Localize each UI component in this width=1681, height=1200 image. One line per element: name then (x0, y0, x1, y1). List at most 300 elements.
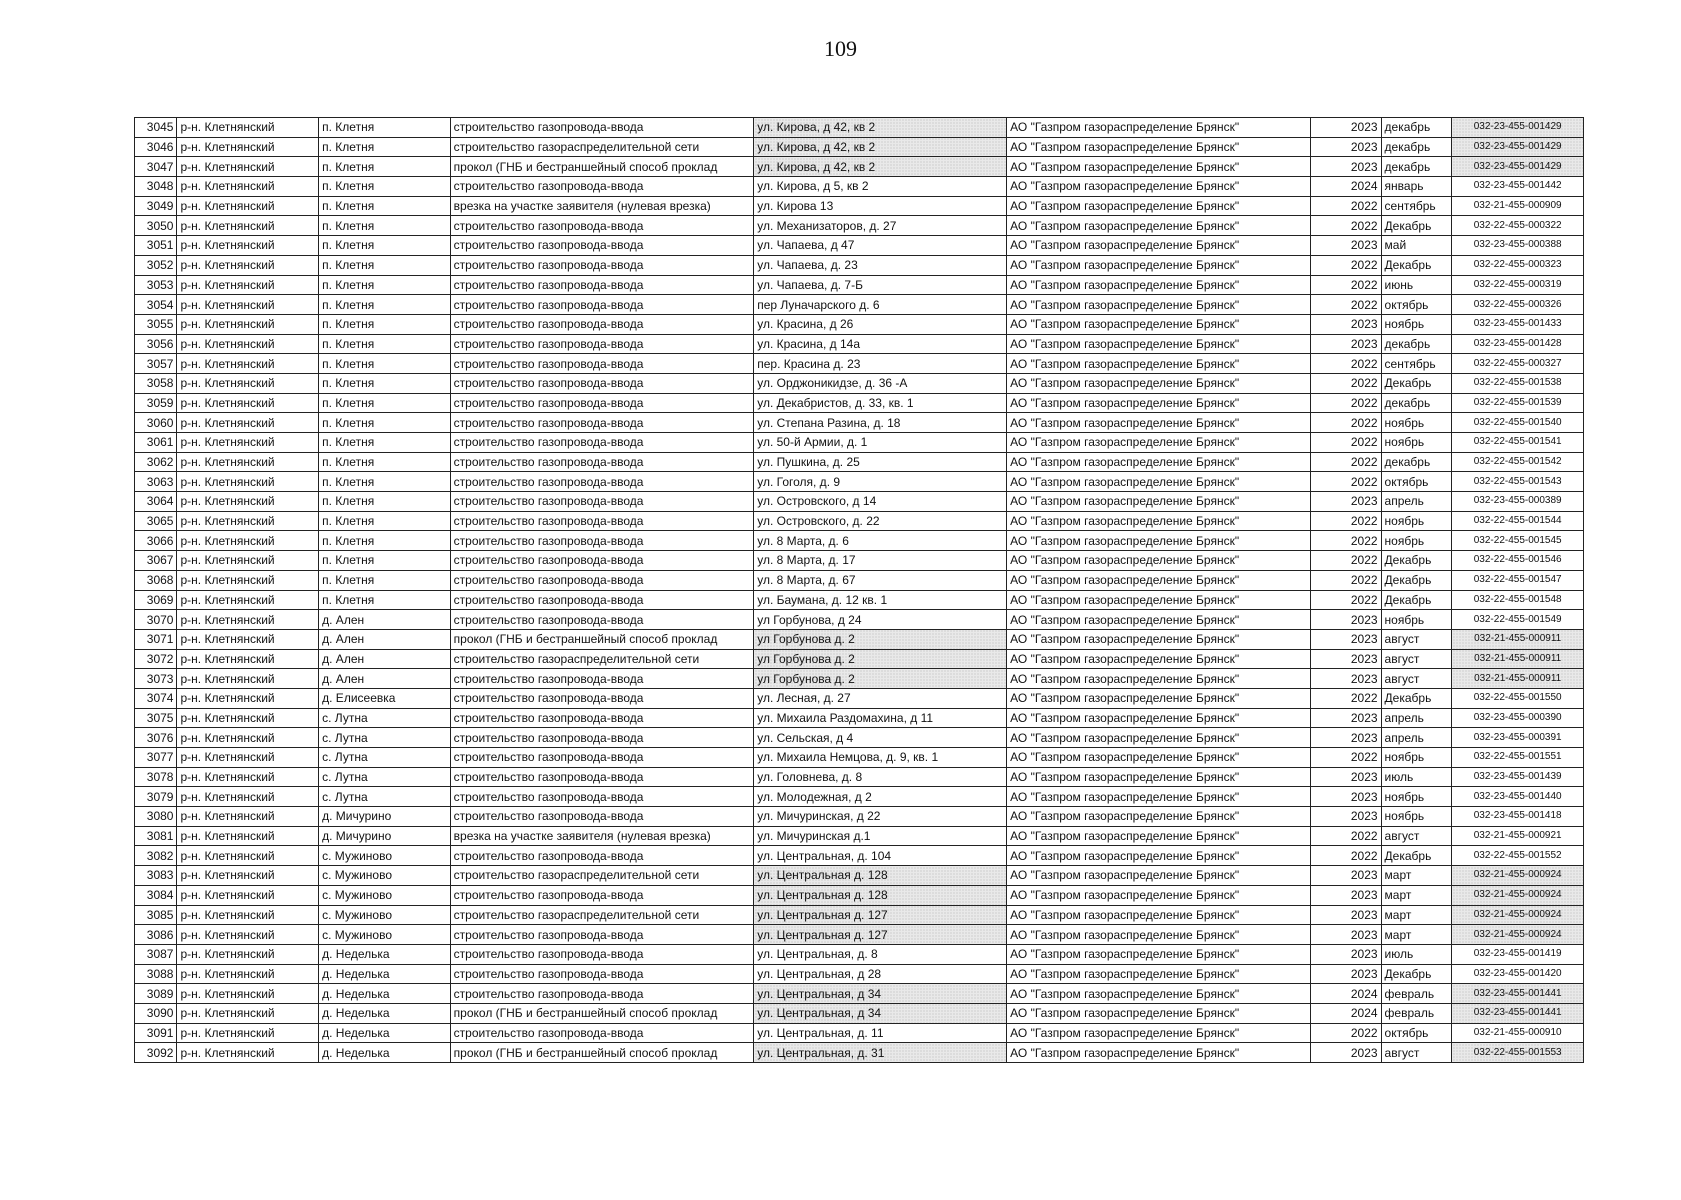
settlement-cell: п. Клетня (319, 314, 451, 334)
month-cell: Декабрь (1381, 688, 1452, 708)
year-cell: 2022 (1310, 373, 1381, 393)
settlement-cell: п. Клетня (319, 433, 451, 453)
year-cell: 2022 (1310, 255, 1381, 275)
month-cell: май (1381, 236, 1452, 256)
district-cell: р-н. Клетнянский (177, 787, 319, 807)
year-cell: 2023 (1310, 669, 1381, 689)
organization-cell: АО "Газпром газораспределение Брянск" (1007, 393, 1311, 413)
settlement-cell: п. Клетня (319, 196, 451, 216)
district-cell: р-н. Клетнянский (177, 177, 319, 197)
row-number-cell: 3059 (135, 393, 177, 413)
year-cell: 2023 (1310, 1043, 1381, 1063)
year-cell: 2023 (1310, 236, 1381, 256)
table-row (135, 610, 1584, 630)
address-cell: ул. Центральная д. 127 (754, 905, 1007, 925)
settlement-cell: с. Мужиново (319, 905, 451, 925)
organization-cell: АО "Газпром газораспределение Брянск" (1007, 295, 1311, 315)
address-cell: ул. Центральная, д 34 (754, 984, 1007, 1004)
district-cell: р-н. Клетнянский (177, 255, 319, 275)
month-cell: декабрь (1381, 118, 1452, 138)
district-cell: р-н. Клетнянский (177, 137, 319, 157)
month-cell: Декабрь (1381, 590, 1452, 610)
row-number-cell: 3052 (135, 255, 177, 275)
register-body (135, 118, 1584, 1063)
request-code-cell: 032-22-455-001550 (1452, 688, 1584, 708)
request-code-cell: 032-22-455-001545 (1452, 531, 1584, 551)
settlement-cell: п. Клетня (319, 570, 451, 590)
settlement-cell: с. Лутна (319, 748, 451, 768)
row-number-cell: 3048 (135, 177, 177, 197)
request-code-cell: 032-21-455-000910 (1452, 1023, 1584, 1043)
request-code-cell: 032-22-455-001547 (1452, 570, 1584, 590)
settlement-cell: с. Лутна (319, 787, 451, 807)
row-number-cell: 3084 (135, 885, 177, 905)
settlement-cell: п. Клетня (319, 452, 451, 472)
month-cell: декабрь (1381, 157, 1452, 177)
district-cell: р-н. Клетнянский (177, 157, 319, 177)
table-row (135, 275, 1584, 295)
row-number-cell: 3077 (135, 748, 177, 768)
address-cell: ул. Чапаева, д. 23 (754, 255, 1007, 275)
organization-cell: АО "Газпром газораспределение Брянск" (1007, 433, 1311, 453)
settlement-cell: с. Мужиново (319, 885, 451, 905)
table-row (135, 1003, 1584, 1023)
address-cell: ул. Степана Разина, д. 18 (754, 413, 1007, 433)
work-type-cell: строительство газопровода-ввода (450, 708, 754, 728)
table-row (135, 531, 1584, 551)
settlement-cell: п. Клетня (319, 236, 451, 256)
row-number-cell: 3066 (135, 531, 177, 551)
year-cell: 2023 (1310, 118, 1381, 138)
request-code-cell: 032-22-455-001542 (1452, 452, 1584, 472)
work-type-cell: строительство газопровода-ввода (450, 787, 754, 807)
row-number-cell: 3074 (135, 688, 177, 708)
year-cell: 2023 (1310, 137, 1381, 157)
district-cell: р-н. Клетнянский (177, 413, 319, 433)
table-row (135, 846, 1584, 866)
year-cell: 2023 (1310, 866, 1381, 886)
work-type-cell: строительство газопровода-ввода (450, 669, 754, 689)
table-row (135, 196, 1584, 216)
organization-cell: АО "Газпром газораспределение Брянск" (1007, 669, 1311, 689)
request-code-cell: 032-22-455-000327 (1452, 354, 1584, 374)
address-cell: ул. Кирова, д 42, кв 2 (754, 137, 1007, 157)
settlement-cell: с. Мужиново (319, 925, 451, 945)
request-code-cell: 032-23-455-000388 (1452, 236, 1584, 256)
work-type-cell: прокол (ГНБ и бестраншейный способ проклад (450, 157, 754, 177)
month-cell: август (1381, 826, 1452, 846)
work-type-cell: строительство газораспределительной сети (450, 905, 754, 925)
work-type-cell: строительство газопровода-ввода (450, 373, 754, 393)
settlement-cell: д. Ален (319, 610, 451, 630)
address-cell: ул. Центральная, д 28 (754, 964, 1007, 984)
settlement-cell: п. Клетня (319, 137, 451, 157)
organization-cell: АО "Газпром газораспределение Брянск" (1007, 354, 1311, 374)
district-cell: р-н. Клетнянский (177, 531, 319, 551)
address-cell: ул. Центральная, д. 8 (754, 944, 1007, 964)
district-cell: р-н. Клетнянский (177, 216, 319, 236)
table-row (135, 452, 1584, 472)
work-type-cell: строительство газопровода-ввода (450, 354, 754, 374)
district-cell: р-н. Клетнянский (177, 236, 319, 256)
row-number-cell: 3067 (135, 551, 177, 571)
settlement-cell: д. Ален (319, 649, 451, 669)
address-cell: ул. Молодежная, д 2 (754, 787, 1007, 807)
request-code-cell: 032-21-455-000909 (1452, 196, 1584, 216)
row-number-cell: 3046 (135, 137, 177, 157)
district-cell: р-н. Клетнянский (177, 708, 319, 728)
year-cell: 2023 (1310, 964, 1381, 984)
organization-cell: АО "Газпром газораспределение Брянск" (1007, 531, 1311, 551)
settlement-cell: д. Неделька (319, 944, 451, 964)
row-number-cell: 3083 (135, 866, 177, 886)
table-row (135, 570, 1584, 590)
organization-cell: АО "Газпром газораспределение Брянск" (1007, 610, 1311, 630)
district-cell: р-н. Клетнянский (177, 748, 319, 768)
organization-cell: АО "Газпром газораспределение Брянск" (1007, 551, 1311, 571)
address-cell: ул. Кирова, д 5, кв 2 (754, 177, 1007, 197)
row-number-cell: 3050 (135, 216, 177, 236)
year-cell: 2022 (1310, 531, 1381, 551)
row-number-cell: 3061 (135, 433, 177, 453)
table-row (135, 177, 1584, 197)
month-cell: июль (1381, 944, 1452, 964)
year-cell: 2023 (1310, 334, 1381, 354)
month-cell: январь (1381, 177, 1452, 197)
work-type-cell: строительство газопровода-ввода (450, 393, 754, 413)
year-cell: 2022 (1310, 748, 1381, 768)
year-cell: 2023 (1310, 314, 1381, 334)
district-cell: р-н. Клетнянский (177, 551, 319, 571)
request-code-cell: 032-22-455-000326 (1452, 295, 1584, 315)
month-cell: Декабрь (1381, 373, 1452, 393)
address-cell: ул. Кирова 13 (754, 196, 1007, 216)
row-number-cell: 3065 (135, 511, 177, 531)
month-cell: сентябрь (1381, 196, 1452, 216)
district-cell: р-н. Клетнянский (177, 373, 319, 393)
request-code-cell: 032-22-455-001538 (1452, 373, 1584, 393)
work-type-cell: строительство газопровода-ввода (450, 944, 754, 964)
request-code-cell: 032-22-455-001552 (1452, 846, 1584, 866)
work-type-cell: строительство газопровода-ввода (450, 275, 754, 295)
request-code-cell: 032-22-455-001548 (1452, 590, 1584, 610)
organization-cell: АО "Газпром газораспределение Брянск" (1007, 688, 1311, 708)
organization-cell: АО "Газпром газораспределение Брянск" (1007, 216, 1311, 236)
month-cell: ноябрь (1381, 787, 1452, 807)
address-cell: ул. Лесная, д. 27 (754, 688, 1007, 708)
month-cell: апрель (1381, 492, 1452, 512)
work-type-cell: прокол (ГНБ и бестраншейный способ проклад (450, 1043, 754, 1063)
address-cell: ул. Красина, д 26 (754, 314, 1007, 334)
request-code-cell: 032-21-455-000924 (1452, 885, 1584, 905)
district-cell: р-н. Клетнянский (177, 354, 319, 374)
table-row (135, 807, 1584, 827)
month-cell: декабрь (1381, 334, 1452, 354)
work-type-cell: строительство газопровода-ввода (450, 295, 754, 315)
work-type-cell: строительство газопровода-ввода (450, 492, 754, 512)
row-number-cell: 3086 (135, 925, 177, 945)
year-cell: 2023 (1310, 610, 1381, 630)
row-number-cell: 3085 (135, 905, 177, 925)
organization-cell: АО "Газпром газораспределение Брянск" (1007, 787, 1311, 807)
month-cell: декабрь (1381, 452, 1452, 472)
request-code-cell: 032-23-455-000389 (1452, 492, 1584, 512)
row-number-cell: 3069 (135, 590, 177, 610)
table-row (135, 649, 1584, 669)
district-cell: р-н. Клетнянский (177, 196, 319, 216)
settlement-cell: п. Клетня (319, 354, 451, 374)
month-cell: сентябрь (1381, 354, 1452, 374)
row-number-cell: 3087 (135, 944, 177, 964)
month-cell: февраль (1381, 984, 1452, 1004)
table-row (135, 295, 1584, 315)
row-number-cell: 3049 (135, 196, 177, 216)
month-cell: август (1381, 1043, 1452, 1063)
request-code-cell: 032-23-455-001429 (1452, 137, 1584, 157)
request-code-cell: 032-22-455-001543 (1452, 472, 1584, 492)
table-row (135, 826, 1584, 846)
year-cell: 2023 (1310, 629, 1381, 649)
table-row (135, 236, 1584, 256)
table-row (135, 748, 1584, 768)
address-cell: ул. Центральная д. 127 (754, 925, 1007, 945)
work-type-cell: строительство газопровода-ввода (450, 885, 754, 905)
month-cell: Декабрь (1381, 964, 1452, 984)
work-type-cell: строительство газопровода-ввода (450, 964, 754, 984)
address-cell: ул. Головнева, д. 8 (754, 767, 1007, 787)
table-row (135, 708, 1584, 728)
page-number: 109 (824, 36, 857, 61)
work-type-cell: строительство газопровода-ввода (450, 314, 754, 334)
table-row (135, 669, 1584, 689)
district-cell: р-н. Клетнянский (177, 925, 319, 945)
settlement-cell: п. Клетня (319, 492, 451, 512)
year-cell: 2023 (1310, 807, 1381, 827)
work-type-cell: строительство газораспределительной сети (450, 866, 754, 886)
table-row (135, 925, 1584, 945)
district-cell: р-н. Клетнянский (177, 1003, 319, 1023)
month-cell: август (1381, 649, 1452, 669)
work-type-cell: строительство газопровода-ввода (450, 177, 754, 197)
address-cell: ул. Мичуринская, д 22 (754, 807, 1007, 827)
year-cell: 2023 (1310, 157, 1381, 177)
year-cell: 2023 (1310, 492, 1381, 512)
year-cell: 2023 (1310, 905, 1381, 925)
address-cell: ул. Михаила Немцова, д. 9, кв. 1 (754, 748, 1007, 768)
month-cell: август (1381, 629, 1452, 649)
work-type-cell: строительство газопровода-ввода (450, 452, 754, 472)
district-cell: р-н. Клетнянский (177, 610, 319, 630)
row-number-cell: 3076 (135, 728, 177, 748)
address-cell: ул. Чапаева, д. 7-Б (754, 275, 1007, 295)
request-code-cell: 032-23-455-001441 (1452, 984, 1584, 1004)
request-code-cell: 032-22-455-001539 (1452, 393, 1584, 413)
organization-cell: АО "Газпром газораспределение Брянск" (1007, 275, 1311, 295)
month-cell: Декабрь (1381, 255, 1452, 275)
month-cell: ноябрь (1381, 807, 1452, 827)
organization-cell: АО "Газпром газораспределение Брянск" (1007, 767, 1311, 787)
table-row (135, 767, 1584, 787)
month-cell: август (1381, 669, 1452, 689)
request-code-cell: 032-21-455-000911 (1452, 669, 1584, 689)
organization-cell: АО "Газпром газораспределение Брянск" (1007, 492, 1311, 512)
organization-cell: АО "Газпром газораспределение Брянск" (1007, 649, 1311, 669)
year-cell: 2022 (1310, 452, 1381, 472)
gas-connection-register-table (134, 117, 1584, 1063)
month-cell: февраль (1381, 1003, 1452, 1023)
month-cell: апрель (1381, 708, 1452, 728)
district-cell: р-н. Клетнянский (177, 688, 319, 708)
work-type-cell: строительство газопровода-ввода (450, 216, 754, 236)
month-cell: Декабрь (1381, 216, 1452, 236)
request-code-cell: 032-22-455-001551 (1452, 748, 1584, 768)
year-cell: 2022 (1310, 393, 1381, 413)
year-cell: 2023 (1310, 925, 1381, 945)
address-cell: ул. Орджоникидзе, д. 36 -А (754, 373, 1007, 393)
settlement-cell: п. Клетня (319, 393, 451, 413)
district-cell: р-н. Клетнянский (177, 984, 319, 1004)
district-cell: р-н. Клетнянский (177, 866, 319, 886)
table-row (135, 1023, 1584, 1043)
work-type-cell: строительство газопровода-ввода (450, 767, 754, 787)
month-cell: ноябрь (1381, 610, 1452, 630)
table-row (135, 629, 1584, 649)
month-cell: март (1381, 866, 1452, 886)
work-type-cell: строительство газопровода-ввода (450, 570, 754, 590)
organization-cell: АО "Газпром газораспределение Брянск" (1007, 1003, 1311, 1023)
month-cell: Декабрь (1381, 570, 1452, 590)
request-code-cell: 032-21-455-000911 (1452, 629, 1584, 649)
row-number-cell: 3063 (135, 472, 177, 492)
month-cell: ноябрь (1381, 748, 1452, 768)
year-cell: 2022 (1310, 846, 1381, 866)
address-cell: ул. Сельская, д 4 (754, 728, 1007, 748)
year-cell: 2024 (1310, 177, 1381, 197)
work-type-cell: строительство газопровода-ввода (450, 590, 754, 610)
table-row (135, 866, 1584, 886)
work-type-cell: строительство газопровода-ввода (450, 334, 754, 354)
table-row (135, 334, 1584, 354)
district-cell: р-н. Клетнянский (177, 649, 319, 669)
request-code-cell: 032-23-455-001439 (1452, 767, 1584, 787)
district-cell: р-н. Клетнянский (177, 275, 319, 295)
settlement-cell: д. Неделька (319, 984, 451, 1004)
settlement-cell: п. Клетня (319, 413, 451, 433)
district-cell: р-н. Клетнянский (177, 846, 319, 866)
address-cell: ул. 8 Марта, д. 17 (754, 551, 1007, 571)
row-number-cell: 3060 (135, 413, 177, 433)
request-code-cell: 032-21-455-000924 (1452, 925, 1584, 945)
request-code-cell: 032-22-455-001541 (1452, 433, 1584, 453)
settlement-cell: п. Клетня (319, 334, 451, 354)
district-cell: р-н. Клетнянский (177, 570, 319, 590)
settlement-cell: д. Неделька (319, 964, 451, 984)
work-type-cell: строительство газопровода-ввода (450, 807, 754, 827)
address-cell: пер Луначарского д. 6 (754, 295, 1007, 315)
address-cell: ул. Кирова, д 42, кв 2 (754, 118, 1007, 138)
request-code-cell: 032-22-455-000322 (1452, 216, 1584, 236)
district-cell: р-н. Клетнянский (177, 1023, 319, 1043)
district-cell: р-н. Клетнянский (177, 590, 319, 610)
request-code-cell: 032-23-455-001418 (1452, 807, 1584, 827)
row-number-cell: 3054 (135, 295, 177, 315)
row-number-cell: 3082 (135, 846, 177, 866)
settlement-cell: д. Мичурино (319, 807, 451, 827)
settlement-cell: п. Клетня (319, 275, 451, 295)
request-code-cell: 032-23-455-000390 (1452, 708, 1584, 728)
district-cell: р-н. Клетнянский (177, 118, 319, 138)
row-number-cell: 3056 (135, 334, 177, 354)
row-number-cell: 3078 (135, 767, 177, 787)
district-cell: р-н. Клетнянский (177, 452, 319, 472)
work-type-cell: строительство газопровода-ввода (450, 433, 754, 453)
row-number-cell: 3089 (135, 984, 177, 1004)
work-type-cell: строительство газопровода-ввода (450, 728, 754, 748)
table-row (135, 590, 1584, 610)
table-row (135, 373, 1584, 393)
table-row (135, 118, 1584, 138)
row-number-cell: 3068 (135, 570, 177, 590)
request-code-cell: 032-23-455-001428 (1452, 334, 1584, 354)
year-cell: 2023 (1310, 787, 1381, 807)
work-type-cell: строительство газопровода-ввода (450, 118, 754, 138)
settlement-cell: п. Клетня (319, 531, 451, 551)
year-cell: 2022 (1310, 275, 1381, 295)
year-cell: 2022 (1310, 688, 1381, 708)
work-type-cell: строительство газопровода-ввода (450, 413, 754, 433)
table-row (135, 472, 1584, 492)
request-code-cell: 032-23-455-000391 (1452, 728, 1584, 748)
settlement-cell: п. Клетня (319, 177, 451, 197)
settlement-cell: с. Мужиново (319, 866, 451, 886)
organization-cell: АО "Газпром газораспределение Брянск" (1007, 590, 1311, 610)
organization-cell: АО "Газпром газораспределение Брянск" (1007, 629, 1311, 649)
settlement-cell: с. Лутна (319, 728, 451, 748)
settlement-cell: с. Лутна (319, 708, 451, 728)
year-cell: 2022 (1310, 590, 1381, 610)
row-number-cell: 3051 (135, 236, 177, 256)
table-row (135, 354, 1584, 374)
table-row (135, 551, 1584, 571)
row-number-cell: 3055 (135, 314, 177, 334)
organization-cell: АО "Газпром газораспределение Брянск" (1007, 964, 1311, 984)
district-cell: р-н. Клетнянский (177, 511, 319, 531)
table-row (135, 216, 1584, 236)
settlement-cell: с. Мужиново (319, 846, 451, 866)
settlement-cell: п. Клетня (319, 590, 451, 610)
address-cell: ул. Центральная д. 128 (754, 866, 1007, 886)
district-cell: р-н. Клетнянский (177, 492, 319, 512)
month-cell: Декабрь (1381, 846, 1452, 866)
address-cell: пер. Красина д. 23 (754, 354, 1007, 374)
district-cell: р-н. Клетнянский (177, 944, 319, 964)
address-cell: ул. Мичуринская д.1 (754, 826, 1007, 846)
organization-cell: АО "Газпром газораспределение Брянск" (1007, 157, 1311, 177)
address-cell: ул. Островского, д. 22 (754, 511, 1007, 531)
district-cell: р-н. Клетнянский (177, 295, 319, 315)
month-cell: Декабрь (1381, 551, 1452, 571)
district-cell: р-н. Клетнянский (177, 807, 319, 827)
year-cell: 2022 (1310, 196, 1381, 216)
row-number-cell: 3070 (135, 610, 177, 630)
address-cell: ул. Кирова, д 42, кв 2 (754, 157, 1007, 177)
row-number-cell: 3080 (135, 807, 177, 827)
request-code-cell: 032-22-455-000319 (1452, 275, 1584, 295)
address-cell: ул. Красина, д 14а (754, 334, 1007, 354)
address-cell: ул Горбунова д. 2 (754, 669, 1007, 689)
month-cell: июнь (1381, 275, 1452, 295)
year-cell: 2023 (1310, 885, 1381, 905)
